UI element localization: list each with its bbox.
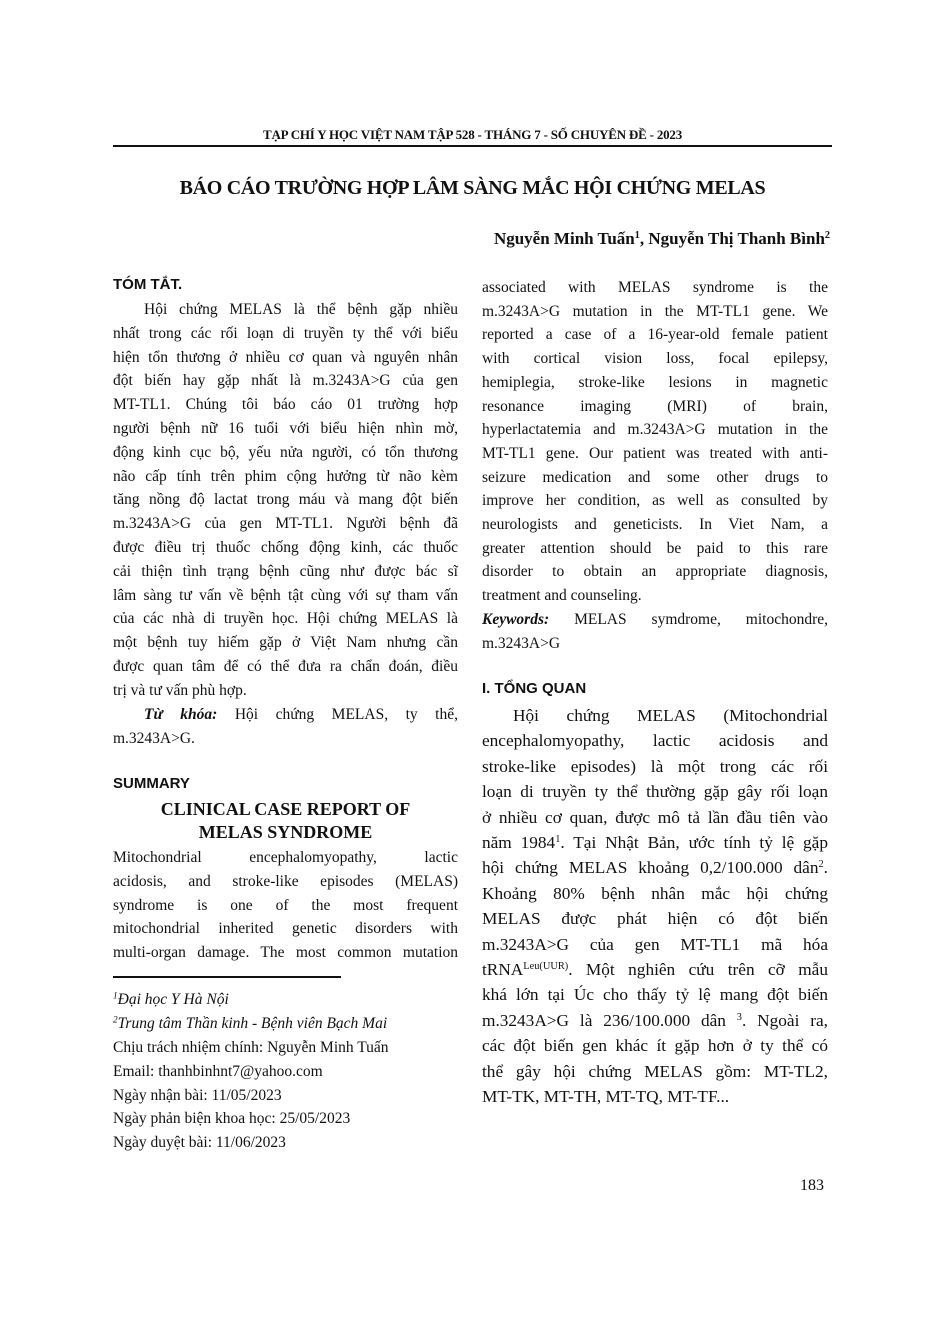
text-line: syndrome is one of the most frequent — [113, 896, 458, 914]
text-line: người bệnh nữ 16 tuổi với biểu hiện nhìn mờ, — [113, 420, 458, 437]
keywords-text: Hội chứng MELAS, ty thể, — [217, 706, 458, 723]
text-line: trị và tư vấn phù hợp. — [113, 681, 247, 699]
text-line — [482, 958, 828, 982]
author-affiliation-mark: 1 — [634, 229, 640, 241]
text-line: multi-organ damage. The most common mutation — [113, 944, 458, 962]
text-line: encephalomyopathy, lactic acidosis and — [482, 731, 828, 751]
citation-superscript: 1 — [555, 833, 561, 845]
text-segment: hội chứng MELAS khoảng 0,2/100.000 dân — [482, 858, 819, 878]
text-line: lâm sàng tư vấn về bệnh tật cùng với sự tham vấn — [113, 586, 458, 604]
text-segment: tRNA — [482, 960, 524, 979]
text-line: m.3243A>G của gen MT-TL1 mã hóa — [482, 934, 828, 954]
text-line: tăng nồng độ lactat trong máu và mang đột biến — [113, 491, 458, 509]
text-line: một bệnh tuy hiếm gặp ở Việt Nam nhưng cần — [113, 634, 458, 652]
text-line — [482, 856, 828, 880]
text-line: MELAS được phát hiện có đột biến — [482, 909, 828, 929]
text-line: ở nhiều cơ quan, được mô tả lần đầu tiên vào — [482, 807, 828, 827]
author-separator: , — [639, 229, 649, 248]
text-segment: năm 1984 — [482, 833, 556, 852]
text-line: with cortical vision loss, focal epilepsy, — [482, 350, 828, 368]
text-line: neurologists and geneticists. In Viet Nam, a — [482, 516, 828, 533]
text-line: resonance imaging (MRI) of brain, — [482, 397, 828, 415]
text-line: đột biến hay gặp nhất là m.3243A>G của gen — [113, 372, 458, 390]
text-line: Hội chứng MELAS (Mitochondrial — [513, 706, 828, 725]
text-line: não cấp tính trên phim cộng hưởng từ não kèm — [113, 467, 458, 485]
running-header: TẠP CHÍ Y HỌC VIỆT NAM TẬP 528 - THÁNG 7 - SỐ CHUYÊN ĐỀ - 2023 — [262, 127, 683, 142]
text-line: m.3243A>G mutation in the MT-TL1 gene. We — [482, 302, 828, 320]
text-line: Khoảng 80% bệnh nhân mắc hội chứng — [482, 883, 828, 903]
text-line: động kinh cục bộ, yếu nửa người, có tổn thương — [113, 443, 458, 461]
footnote-line: Ngày nhận bài: 11/05/2023 — [113, 1086, 282, 1104]
affiliation-text: Trung tâm Thần kinh - Bệnh viên Bạch Mai — [117, 1014, 388, 1032]
footnote-affiliation — [113, 1012, 387, 1036]
text-line: disorder to obtain an appropriate diagnosis, — [482, 563, 828, 581]
keywords-line — [482, 608, 828, 632]
text-segment: . Một nghiên cứu trên cỡ mẫu — [568, 960, 828, 979]
text-segment: . Tại Nhật Bản, ước tính tỷ lệ gặp — [560, 833, 828, 852]
text-line: seizure medication and some other drugs to — [482, 468, 828, 486]
text-line: hiện tổn thương ở nhiều cơ quan và nguyên nhân — [113, 348, 458, 366]
text-line: hemiplegia, stroke-like lesions in magnetic — [482, 373, 828, 391]
text-line: cải thiện tình trạng bệnh cũng như được bác sĩ — [113, 562, 458, 580]
text-segment: . — [823, 858, 828, 878]
text-line: Hội chứng MELAS là thể bệnh gặp nhiều — [144, 301, 458, 318]
authors — [400, 229, 830, 249]
text-line: treatment and counseling. — [482, 587, 642, 605]
author-name: Nguyễn Thị Thanh Bình — [648, 229, 825, 248]
text-line: m.3243A>G của gen MT-TL1. Người bệnh đã — [113, 515, 458, 533]
text-line: hyperlactatemia and m.3243A>G mutation in the — [482, 421, 828, 439]
section-heading: I. TỔNG QUAN — [482, 680, 587, 697]
text-line: associated with MELAS syndrome is the — [482, 279, 828, 296]
page-number: 183 — [800, 1177, 824, 1194]
footnote-line: Chịu trách nhiệm chính: Nguyễn Minh Tuấn — [113, 1039, 389, 1056]
header-rule — [113, 145, 832, 147]
affiliation-mark: 2 — [113, 1015, 118, 1026]
text-line: stroke-like episodes) là một trong các rối — [482, 756, 828, 776]
text-line: khá lớn tại Úc cho thấy tỷ lệ mang đột biến — [482, 985, 828, 1005]
text-line: acidosis, and stroke-like episodes (MELAS) — [113, 872, 458, 890]
affiliation-text: Đại học Y Hà Nội — [117, 991, 229, 1008]
text-line: Mitochondrial encephalomyopathy, lactic — [113, 849, 458, 866]
text-segment: m.3243A>G là 236/100.000 dân — [482, 1010, 737, 1030]
summary-title-line: CLINICAL CASE REPORT OF — [160, 799, 411, 819]
citation-superscript: 3 — [736, 1011, 742, 1023]
keywords-line: m.3243A>G — [482, 635, 561, 652]
keywords-text: MELAS symdrome, mitochondre, — [549, 611, 828, 628]
text-line: được quan tâm để có thể đưa ra chẩn đoán, điều — [113, 658, 458, 675]
abstract-heading: TÓM TẮT. — [113, 276, 183, 293]
text-line: greater attention should be paid to this rare — [482, 539, 828, 557]
keywords-line: m.3243A>G. — [113, 730, 195, 747]
citation-superscript: 2 — [818, 859, 824, 871]
text-line: reported a case of a 16-year-old female patient — [482, 326, 828, 344]
author-name: Nguyễn Minh Tuấn — [493, 229, 635, 248]
footnote-line: Ngày phản biện khoa học: 25/05/2023 — [113, 1110, 351, 1128]
text-line — [482, 1009, 828, 1033]
text-line: thể gây hội chứng MELAS gồm: MT-TL2, — [482, 1061, 828, 1081]
footnote-affiliation — [113, 988, 229, 1012]
text-line: các đột biến gen khác ít gặp hơn ở ty thể có — [482, 1036, 828, 1056]
keywords-line — [144, 703, 458, 727]
keywords-label: Từ khóa: — [144, 706, 218, 723]
text-line — [482, 831, 828, 855]
footnote-line: Ngày duyệt bài: 11/06/2023 — [113, 1134, 286, 1152]
text-line: của các nhà di truyền học. Hội chứng MELAS là — [113, 610, 458, 628]
footnote-line: Email: thanhbinhnt7@yahoo.com — [113, 1062, 323, 1080]
text-line: được điều trị thuốc chống động kinh, các thuốc — [113, 539, 458, 556]
article-title: BÁO CÁO TRƯỜNG HỢP LÂM SÀNG MẮC HỘI CHỨNG MELAS — [179, 177, 766, 199]
text-segment: . Ngoài ra, — [741, 1010, 828, 1030]
text-line: loạn di truyền ty thể thường gặp gây rối loạn — [482, 782, 828, 802]
text-line: MT-TL1. Chúng tôi báo cáo 01 trường hợp — [113, 396, 458, 414]
summary-heading: SUMMARY — [113, 775, 190, 792]
affiliation-mark: 1 — [113, 991, 118, 1002]
keywords-label: Keywords: — [482, 611, 550, 628]
citation-superscript: Leu(UUR) — [523, 960, 569, 972]
footnote-rule — [113, 976, 341, 978]
text-line: mitochondrial inherited genetic disorders with — [113, 920, 458, 938]
text-line: nhất trong các rối loạn di truyền ty thể với biểu — [113, 324, 458, 342]
text-line: improve her condition, as well as consulted by — [482, 492, 828, 510]
text-line: MT-TL1 gene. Our patient was treated with anti- — [482, 444, 828, 462]
summary-title-line: MELAS SYNDROME — [198, 822, 373, 842]
text-line: MT-TK, MT-TH, MT-TQ, MT-TF... — [482, 1087, 730, 1106]
author-affiliation-mark: 2 — [824, 229, 830, 241]
